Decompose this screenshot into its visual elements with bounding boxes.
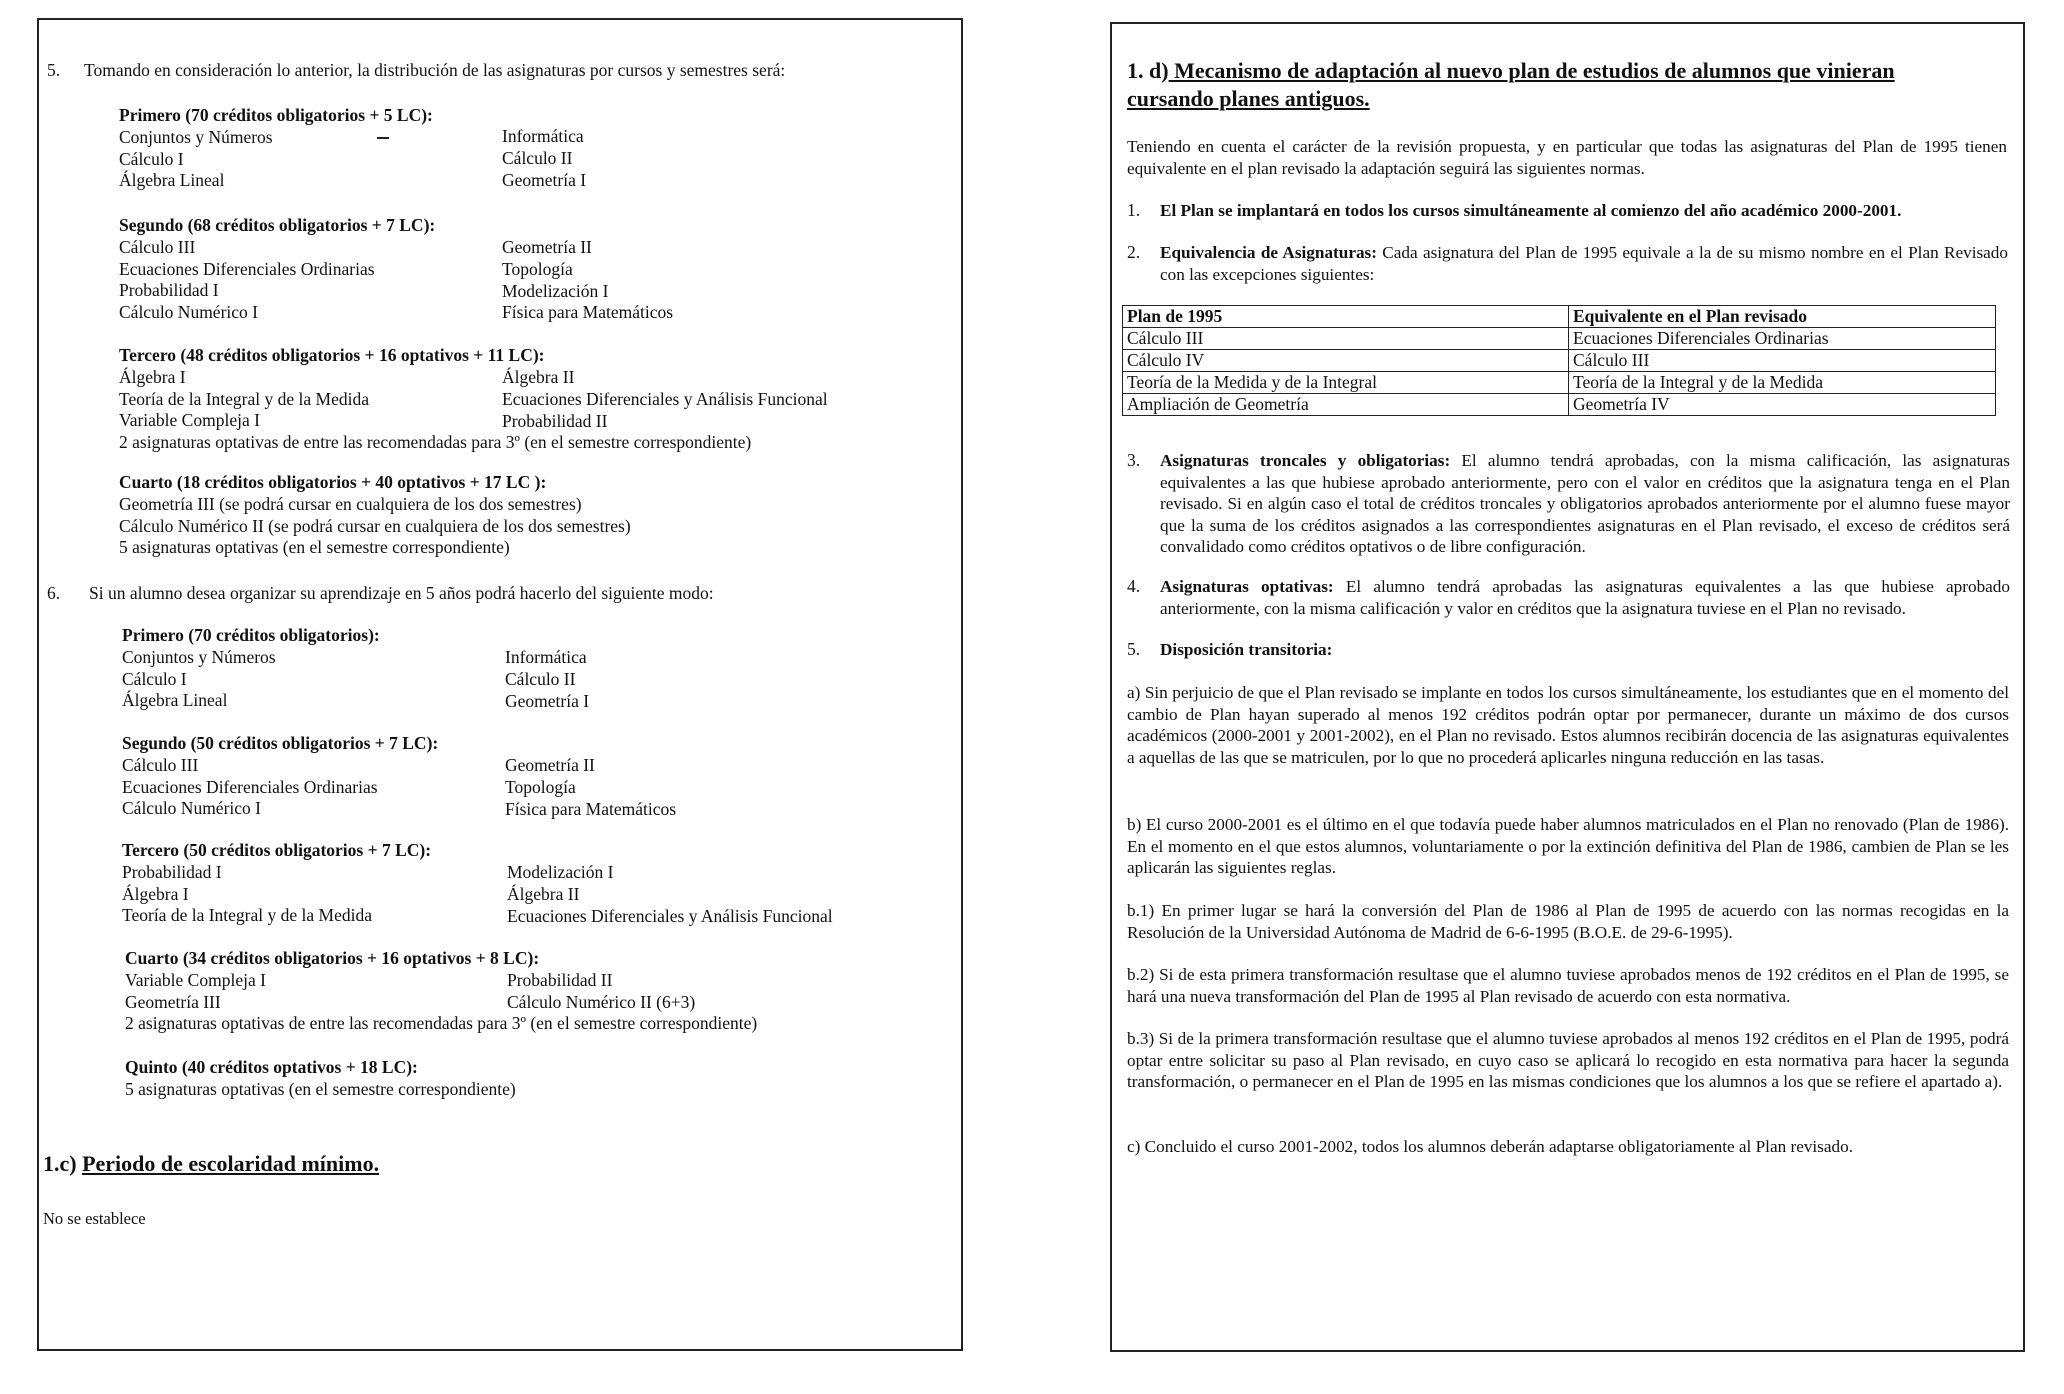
item6-text: Si un alumno desea organizar su aprendizaje en 5 años podrá hacerlo del siguiente modo: <box>89 583 714 603</box>
item6-year-1-col2 <box>505 647 589 712</box>
table-row <box>1123 394 1996 416</box>
year-heading: Tercero (50 créditos obligatorios + 7 LC): <box>122 840 432 860</box>
item-2 <box>1160 242 2008 285</box>
subject: 5 asignaturas optativas (en el semestre correspondiente) <box>125 1078 516 1099</box>
subject: Geometría III (se podrá cursar en cualquiera de los dos semestres) <box>119 493 582 514</box>
left-page <box>37 18 963 1351</box>
subject: Probabilidad II <box>507 970 613 990</box>
item5-number: 5. <box>47 60 61 80</box>
subject: Física para Matemáticos <box>505 798 677 819</box>
subject: Probabilidad II <box>502 410 608 431</box>
item5-year-3-col2 <box>502 367 828 432</box>
subject: Cálculo I <box>122 668 187 689</box>
subject: Álgebra II <box>507 883 580 904</box>
item-number: 3. <box>1127 450 1141 470</box>
subject: Informática <box>505 647 587 667</box>
paragraph-c: c) Concluido el curso 2001-2002, todos los alumnos deberán adaptarse obligatoriamente al Plan revisado. <box>1127 1137 1853 1156</box>
year-heading: Segundo (68 créditos obligatorios + 7 LC): <box>119 215 436 235</box>
table-cell: Cálculo III <box>1123 328 1569 350</box>
subject: Álgebra Lineal <box>122 690 228 711</box>
year-heading: Primero (70 créditos obligatorios + 5 LC): <box>119 105 433 125</box>
subject: Cálculo Numérico II (se podrá cursar en cualquiera de los dos semestres) <box>119 515 631 536</box>
year-heading: Cuarto (34 créditos obligatorios + 16 optativos + 8 LC): <box>125 948 540 968</box>
subject: Ecuaciones Diferenciales Ordinarias <box>122 776 378 797</box>
subject: Álgebra I <box>122 883 189 904</box>
section-1c-heading <box>43 1150 379 1178</box>
section-title: Periodo de escolaridad mínimo. <box>82 1151 380 1176</box>
item-label: Asignaturas troncales y obligatorias: <box>1160 451 1451 470</box>
item6-year-3 <box>122 840 431 927</box>
subject: Variable Compleja I <box>119 410 260 431</box>
table-row <box>1123 372 1996 394</box>
year-heading: Quinto (40 créditos optativos + 18 LC): <box>125 1057 418 1077</box>
item6-year-2-col2 <box>505 755 676 820</box>
item-text: El alumno tendrá aprobadas, con la misma calificación, las asignaturas equivalentes a las que hubiese aprobado anteriormente, pero con el valor en créditos que la asignatura tenga en el Plan revisado. Si en algún caso el total de créditos troncales y obligatorios aprobados anteriormente por el alumno fuese mayor que la suma de los créditos asignados a las correspondientes asignaturas en el Plan revisado, el exceso de créditos será convalidado como créditos optativos o de libre configuración. <box>1160 451 2010 556</box>
table-header: Plan de 1995 <box>1123 306 1569 328</box>
subject: Ecuaciones Diferenciales Ordinarias <box>119 258 375 279</box>
table-cell: Cálculo IV <box>1123 350 1569 372</box>
paragraph-b1: b.1) En primer lugar se hará la conversión del Plan de 1986 al Plan de 1995 de acuerdo con las normas recogidas en la Resolución de la Universidad Autónoma de Madrid de 6-6-1995 (B.O.E. de 29-6-1995). <box>1127 901 2009 942</box>
subject: Conjuntos y Números <box>119 126 273 147</box>
section-number: 1.c) <box>43 1151 83 1176</box>
dash-mark <box>377 137 389 139</box>
item-number: 1. <box>1127 200 1141 220</box>
section-title-line1: Mecanismo de adaptación al nuevo plan de estudios de alumnos que vinieran <box>1168 58 1895 83</box>
item-label: Disposición transitoria: <box>1160 640 1333 659</box>
table-cell: Ampliación de Geometría <box>1123 394 1569 416</box>
table-cell: Teoría de la Integral y de la Medida <box>1569 372 1996 394</box>
item5-year-1 <box>119 105 433 192</box>
item-text: Cada asignatura del Plan de 1995 equivale a la de su mismo nombre en el Plan Revisado con las excepciones siguientes: <box>1160 243 2008 284</box>
table-cell: Cálculo III <box>1569 350 1996 372</box>
subject: Cálculo III <box>122 754 199 775</box>
subject: Geometría I <box>505 690 590 711</box>
item6-year-3-col2 <box>507 862 833 927</box>
section-title-line2: cursando planes antiguos. <box>1127 86 1370 111</box>
year-note: 2 asignaturas optativas de entre las recomendadas para 3º (en el semestre correspondiente) <box>125 1013 758 1034</box>
item-3 <box>1160 450 2010 558</box>
subject: Álgebra I <box>119 366 186 387</box>
subject: Geometría I <box>502 169 587 190</box>
subject: Álgebra Lineal <box>119 170 225 191</box>
subject: Teoría de la Integral y de la Medida <box>122 905 372 926</box>
item-number: 5. <box>1127 639 1141 659</box>
subject: Teoría de la Integral y de la Medida <box>119 388 369 409</box>
subject: Probabilidad I <box>119 280 219 301</box>
item-number: 2. <box>1127 242 1141 262</box>
subject: Física para Matemáticos <box>502 302 674 323</box>
item6-year-2 <box>122 733 438 820</box>
right-page <box>1110 22 2025 1352</box>
subject: Cálculo I <box>119 148 184 169</box>
item5-year-2-col2 <box>502 237 673 324</box>
subject: Modelización I <box>502 280 609 301</box>
section-1d-heading <box>1127 57 2012 113</box>
paragraph-b: b) El curso 2000-2001 es el último en el que todavía puede haber alumnos matriculados en el Plan no renovado (Plan de 1986). En el momento en el que estos alumnos, voluntariamente o por la extinción definitiva del Plan de 1986, cambien de Plan se les aplicarán las siguientes reglas. <box>1127 815 2009 877</box>
intro-paragraph: Teniendo en cuenta el carácter de la revisión propuesta, y en particular que todas las asignaturas del Plan de 1995 tienen equivalente en el plan revisado la adaptación seguirá las siguientes normas. <box>1127 137 2007 178</box>
subject: Conjuntos y Números <box>122 646 276 667</box>
year-heading: Primero (70 créditos obligatorios): <box>122 625 380 645</box>
subject: Modelización I <box>507 862 614 882</box>
item-number: 4. <box>1127 576 1141 596</box>
table-cell: Ecuaciones Diferenciales Ordinarias <box>1569 328 1996 350</box>
item6-number: 6. <box>47 583 61 603</box>
table-row <box>1123 350 1996 372</box>
table-header-row <box>1123 306 1996 328</box>
subject: Cálculo Numérico I <box>119 302 258 323</box>
item-label: El Plan se implantará en todos los cursos simultáneamente al comienzo del año académico 2000-2001. <box>1160 201 1902 220</box>
item6-year-4-col2 <box>507 970 695 1014</box>
item5-year-1-col2 <box>502 126 586 191</box>
year-heading: Tercero (48 créditos obligatorios + 16 optativos + 11 LC): <box>119 345 545 365</box>
subject: Topología <box>505 776 576 797</box>
table-cell: Teoría de la Medida y de la Integral <box>1123 372 1569 394</box>
subject: Geometría III <box>125 991 221 1012</box>
year-heading: Segundo (50 créditos obligatorios + 7 LC): <box>122 733 439 753</box>
year-heading: Cuarto (18 créditos obligatorios + 40 optativos + 17 LC ): <box>119 472 547 492</box>
paragraph-b3: b.3) Si de la primera transformación resultase que el alumno tuviese aprobados al menos 192 créditos en el Plan de 1995, podrá optar entre solicitar su paso al Plan revisado, en cuyo caso se aplicará lo recogido en esta normativa para hacer la segunda transformación, o permanecer en el Plan de 1995 en las mismas condiciones que los alumnos a los que se refiere el apartado a). <box>1127 1029 2009 1091</box>
subject: Geometría II <box>502 237 592 257</box>
subject: Geometría II <box>505 755 595 775</box>
subject: Cálculo III <box>119 236 196 257</box>
item6-year-5 <box>125 1057 516 1101</box>
subject: 5 asignaturas optativas (en el semestre correspondiente) <box>119 537 510 558</box>
subject: Variable Compleja I <box>125 969 266 990</box>
item-label: Equivalencia de Asignaturas: <box>1160 243 1377 262</box>
subject: Ecuaciones Diferenciales y Análisis Funcional <box>507 905 833 926</box>
equivalence-table <box>1122 305 1996 416</box>
paragraph-b2: b.2) Si de esta primera transformación resultase que el alumno tuviese aprobados menos de 192 créditos en el Plan de 1995, se hará una nueva transformación del Plan de 1995 al Plan revisado de acuerdo con esta normativa. <box>1127 965 2009 1006</box>
subject: Ecuaciones Diferenciales y Análisis Funcional <box>502 388 828 409</box>
table-row <box>1123 328 1996 350</box>
item-1 <box>1160 200 2010 222</box>
table-cell: Geometría IV <box>1569 394 1996 416</box>
subject: Cálculo Numérico II (6+3) <box>507 991 696 1012</box>
table-header: Equivalente en el Plan revisado <box>1569 306 1996 328</box>
subject: Cálculo II <box>505 668 576 689</box>
item5-year-2 <box>119 215 435 324</box>
item5-year-4 <box>119 472 631 559</box>
year-note: 2 asignaturas optativas de entre las recomendadas para 3º (en el semestre correspondiente) <box>119 432 752 453</box>
item-4 <box>1160 576 2010 619</box>
item6-year-1 <box>122 625 380 712</box>
subject: Topología <box>502 258 573 279</box>
subject: Álgebra II <box>502 367 575 387</box>
item-label: Asignaturas optativas: <box>1160 577 1334 596</box>
section-1c-body: No se establece <box>43 1209 146 1228</box>
subject: Probabilidad I <box>122 861 222 882</box>
item5-text: Tomando en consideración lo anterior, la distribución de las asignaturas por cursos y semestres será: <box>84 60 786 80</box>
item-5 <box>1160 639 2010 661</box>
subject: Cálculo II <box>502 147 573 168</box>
paragraph-a: a) Sin perjuicio de que el Plan revisado se implante en todos los cursos simultáneamente, los estudiantes que en el momento del cambio de Plan hayan superado al menos 192 créditos podrán optar por permanecer, durante un máximo de dos cursos académicos (2000-2001 y 2001-2002), en el Plan no revisado. Estos alumnos recibirán docencia de las asignaturas equivalentes a aquellas de las que se matriculen, por lo que no procederá aplicarles ninguna reducción en las tasas. <box>1127 683 2009 767</box>
subject: Cálculo Numérico I <box>122 798 261 819</box>
item-text: El alumno tendrá aprobadas las asignaturas equivalentes a las que hubiese aprobado anteriormente, con la misma calificación y valor en créditos que la asignatura tuviese en el Plan no revisado. <box>1160 577 2010 618</box>
subject: Informática <box>502 126 584 146</box>
section-number: 1. d) <box>1127 58 1169 83</box>
